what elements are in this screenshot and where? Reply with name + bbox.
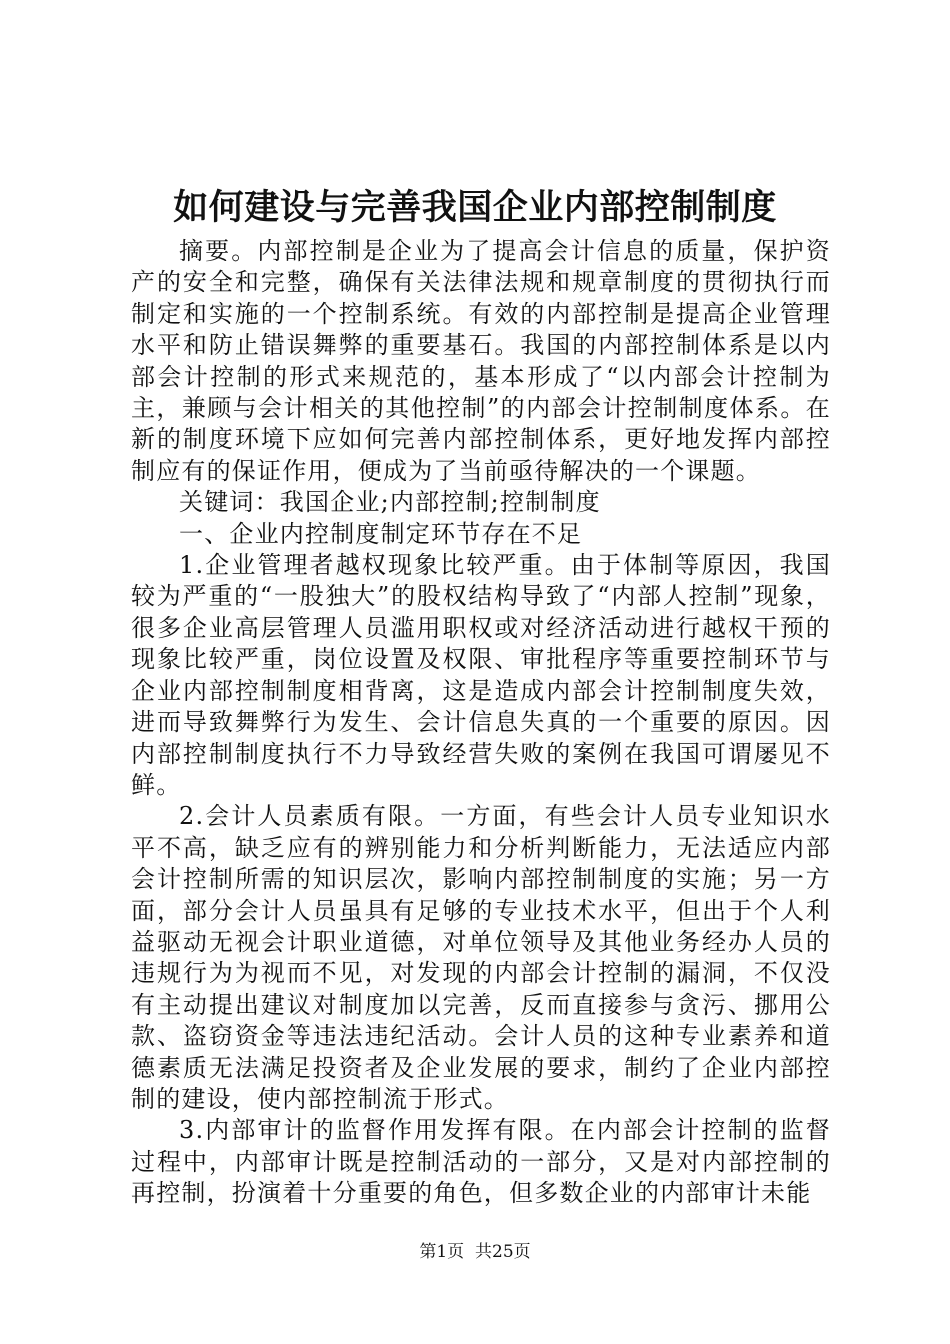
section-heading: 一、企业内控制度制定环节存在不足: [179, 519, 583, 548]
document-title: 如何建设与完善我国企业内部控制制度: [173, 187, 777, 228]
page-footer: [0, 1240, 950, 1264]
body-paragraph: 3.内部审计的监督作用发挥有限。在内部会计控制的监督过程中，内部审计既是控制活动的一部分，又是对内部控制的再控制，扮演着十分重要的角色，但多数企业的内部审计未能: [131, 1116, 831, 1208]
document-body: [131, 236, 831, 1210]
page-total: 共25页: [475, 1242, 531, 1262]
keywords-paragraph: 关键词：我国企业;内部控制;控制制度: [179, 488, 601, 517]
body-paragraph: 2.会计人员素质有限。一方面，有些会计人员专业知识水平不高，缺乏应有的辨别能力和分析判断能力，无法适应内部会计控制所需的知识层次，影响内部控制制度的实施；另一方面，部分会计人员虽具有足够的专业技术水平，但出于个人利益驱动无视会计职业道德，对单位领导及其他业务经办人员的违规行为为视而不见，对发现的内部会计控制的漏洞，不仅没有主动提出建议对制度加以完善，反而直接参与贪污、挪用公款、盗窃资金等违法违纪活动。会计人员的这种专业素养和道德素质无法满足投资者及企业发展的要求，制约了企业内部控制的建设，使内部控制流于形式。: [131, 802, 831, 1113]
page-number: 第1页: [419, 1242, 465, 1262]
abstract-paragraph: 摘要。内部控制是企业为了提高会计信息的质量，保护资产的安全和完整，确保有关法律法规和规章制度的贯彻执行而制定和实施的一个控制系统。有效的内部控制是提高企业管理水平和防止错误舞弊的重要基石。我国的内部控制体系是以内部会计控制的形式来规范的，基本形成了“以内部会计控制为主，兼顾与会计相关的其他控制”的内部会计控制制度体系。在新的制度环境下应如何完善内部控制体系，更好地发挥内部控制应有的保证作用，便成为了当前亟待解决的一个课题。: [131, 237, 831, 485]
body-paragraph: 1.企业管理者越权现象比较严重。由于体制等原因，我国较为严重的“一股独大”的股权结构导致了“内部人控制”现象，很多企业高层管理人员滥用职权或对经济活动进行越权干预的现象比较严重，岗位设置及权限、审批程序等重要控制环节与企业内部控制制度相背离，这是造成内部会计控制制度失效，进而导致舞弊行为发生、会计信息失真的一个重要的原因。因内部控制制度执行不力导致经营失败的案例在我国可谓屡见不鲜。: [131, 551, 831, 799]
